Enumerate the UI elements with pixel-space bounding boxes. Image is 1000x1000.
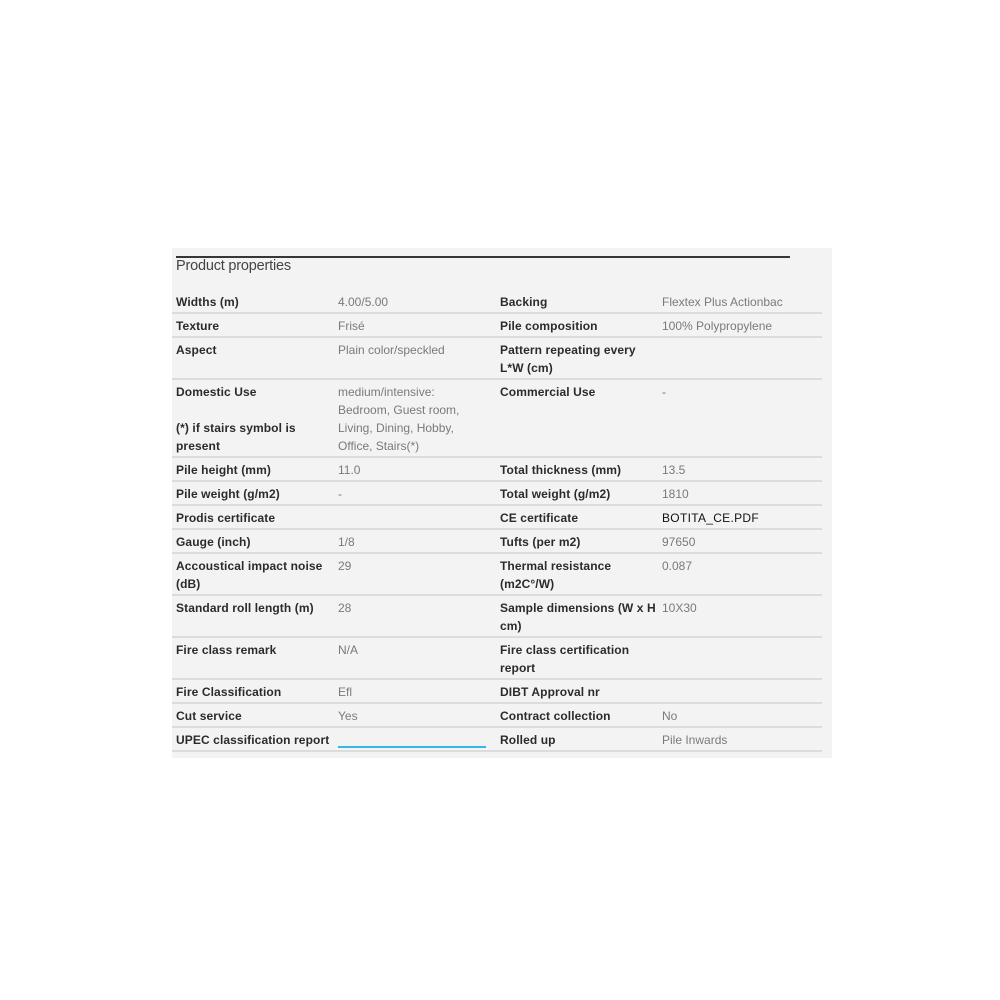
property-value: N/A <box>334 637 490 679</box>
property-value <box>658 637 822 679</box>
property-value: medium/intensive: Bedroom, Guest room, Living, Dining, Hobby, Office, Stairs(*) <box>334 379 490 457</box>
property-label: Total weight (g/m2) <box>496 481 658 505</box>
property-label: Standard roll length (m) <box>172 595 334 637</box>
panel-title: Product properties <box>176 258 291 274</box>
property-value: Pile Inwards <box>658 727 822 751</box>
property-label: Fire class certification report <box>496 637 658 679</box>
property-label: Rolled up <box>496 727 658 751</box>
table-row <box>172 313 822 337</box>
property-label: Prodis certificate <box>172 505 334 529</box>
property-label: Aspect <box>172 337 334 379</box>
property-label: Pattern repeating every L*W (cm) <box>496 337 658 379</box>
property-label: Total thickness (mm) <box>496 457 658 481</box>
product-properties-table <box>172 290 822 752</box>
property-label: Commercial Use <box>496 379 658 457</box>
table-row <box>172 529 822 553</box>
property-value: - <box>658 379 822 457</box>
property-value: 13.5 <box>658 457 822 481</box>
table-row <box>172 727 822 751</box>
property-value: 1810 <box>658 481 822 505</box>
property-label: CE certificate <box>496 505 658 529</box>
property-label: Backing <box>496 290 658 313</box>
property-label: Tufts (per m2) <box>496 529 658 553</box>
property-label: Pile weight (g/m2) <box>172 481 334 505</box>
property-value <box>334 505 490 529</box>
property-value: No <box>658 703 822 727</box>
property-value <box>658 679 822 703</box>
property-label: Gauge (inch) <box>172 529 334 553</box>
ce-certificate-link[interactable]: BOTITA_CE.PDF <box>658 505 822 529</box>
property-label: Fire class remark <box>172 637 334 679</box>
property-label: DIBT Approval nr <box>496 679 658 703</box>
property-label: Pile composition <box>496 313 658 337</box>
property-value: Yes <box>334 703 490 727</box>
property-value: 97650 <box>658 529 822 553</box>
property-label: Cut service <box>172 703 334 727</box>
table-row <box>172 553 822 595</box>
link-underline-accent <box>338 746 486 748</box>
property-value: Frisé <box>334 313 490 337</box>
table-row <box>172 505 822 529</box>
property-value: - <box>334 481 490 505</box>
table-row <box>172 481 822 505</box>
property-label: Fire Classification <box>172 679 334 703</box>
property-value: 10X30 <box>658 595 822 637</box>
property-label: Pile height (mm) <box>172 457 334 481</box>
property-label: Contract collection <box>496 703 658 727</box>
table-row <box>172 703 822 727</box>
property-value: 100% Polypropylene <box>658 313 822 337</box>
property-label <box>172 379 334 457</box>
table-row <box>172 457 822 481</box>
property-value: 1/8 <box>334 529 490 553</box>
table-row <box>172 379 822 457</box>
property-label-note: (*) if stairs symbol is present <box>176 421 296 453</box>
property-value: 11.0 <box>334 457 490 481</box>
property-value: Efl <box>334 679 490 703</box>
table-row <box>172 595 822 637</box>
property-value: Flextex Plus Actionbac <box>658 290 822 313</box>
property-label: UPEC classification report <box>172 727 334 751</box>
property-label: Sample dimensions (W x H cm) <box>496 595 658 637</box>
table-row <box>172 337 822 379</box>
table-row <box>172 290 822 313</box>
table-row <box>172 679 822 703</box>
property-value: 28 <box>334 595 490 637</box>
property-label-main: Domestic Use <box>176 385 257 399</box>
property-value: 29 <box>334 553 490 595</box>
property-label: Widths (m) <box>172 290 334 313</box>
property-value: 0.087 <box>658 553 822 595</box>
property-label: Accoustical impact noise (dB) <box>172 553 334 595</box>
property-value: Plain color/speckled <box>334 337 490 379</box>
property-value: 4.00/5.00 <box>334 290 490 313</box>
property-label: Thermal resistance (m2C°/W) <box>496 553 658 595</box>
table-row <box>172 637 822 679</box>
property-value <box>658 337 822 379</box>
property-label: Texture <box>172 313 334 337</box>
